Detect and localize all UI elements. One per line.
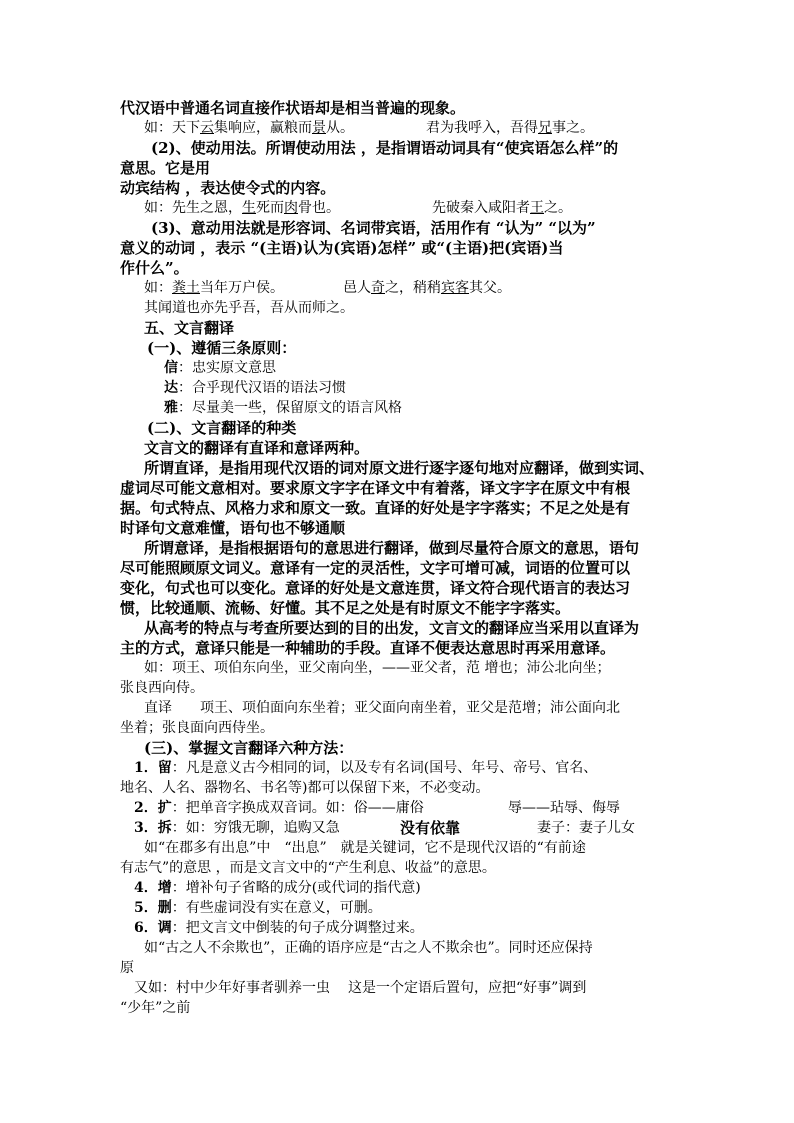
section-heading: (3)、意动用法就是形容词、名词带宾语，活用作有 “认为” “以为”	[151, 219, 596, 237]
paragraph-line: 据。句式特点、风格力求和原文一致。直译的好处是字字落实；不足之处是有	[120, 499, 631, 517]
method-item: 辱——玷辱、侮辱	[508, 800, 620, 816]
paragraph-line: 从高考的特点与考查所要达到的目的出发，文言文的翻译应当采用以直译为	[144, 619, 640, 637]
method-item: 有志气”的意思 ，而是文言文中的“产生利息、收益”的意思。	[120, 860, 496, 876]
paragraph-line: 变化，句式也可以变化。意译的好处是文意连贯，译文符合现代语言的表达习	[120, 579, 631, 597]
paragraph-line: 惯，比较通顺、流畅、好懂。其不足之处是有时原文不能字字落实。	[120, 599, 571, 617]
section-heading: (2)、使动用法。所谓使动用法 ，是指谓语动词具有“使宾语怎么样”的	[151, 139, 619, 157]
paragraph-line: 所谓意译，是指根据语句的意思进行翻译，做到尽量符合原文的意思，语句	[144, 539, 640, 557]
paragraph-line: 主的方式，意译只能是一种辅助的手段。直译不便表达意思时再采用意译。	[120, 639, 616, 657]
paragraph-line: 所谓直译，是指用现代汉语的词对原文进行逐字逐句地对应翻译，做到实词、	[144, 459, 655, 477]
method-item: 没有依靠	[400, 819, 461, 837]
principle-item: 信：忠实原文意思	[164, 360, 276, 376]
paragraph-line: 时译句文意难懂，语句也不够通顺	[120, 519, 346, 537]
paragraph-line: 意思。它是用	[120, 159, 211, 177]
paragraph-line: 尽可能照顾原文词义。意译有一定的灵活性，文字可增可减，词语的位置可以	[120, 559, 631, 577]
method-item: 如“在郡多有出息”中 “出息” 就是关键词，它不是现代汉语的“有前途	[144, 840, 586, 856]
example-line: 君为我呼入，吾得兄事之。	[426, 120, 594, 136]
paragraph-line: 代汉语中普通名词直接作状语却是相当普遍的现象。	[120, 99, 466, 117]
principle-item: 达：合乎现代汉语的语法习惯	[164, 380, 346, 396]
subsection-heading: (一)、遵循三条原则：	[147, 339, 297, 357]
method-item: 4．增：增补句子省略的成分(或代词的指代意)	[134, 880, 421, 896]
example-line: 张良西向侍。	[120, 680, 204, 696]
paragraph-line: 虚词尽可能文意相对。要求原文字字在译文中有着落，译文字字在原文中有根	[120, 479, 631, 497]
method-item: 原	[120, 960, 134, 976]
paragraph-line: 文言文的翻译有直译和意译两种。	[144, 439, 370, 457]
example-line: 如：先生之恩，生死而肉骨也。	[144, 200, 340, 216]
paragraph-line: 意义的动词 ，表示 “(主语)认为(宾语)怎样” 或“(主语)把(宾语)当	[120, 239, 564, 257]
method-item: 妻子：妻子儿女	[537, 820, 635, 836]
paragraph-line: 作什么”。	[120, 259, 189, 277]
example-line: 其闻道也亦先乎吾，吾从而师之。	[144, 300, 354, 316]
example-line: 如：粪土当年万户侯。	[144, 280, 284, 296]
principle-item: 雅：尽量美一些，保留原文的语言风格	[164, 400, 402, 416]
example-line: 如：天下云集响应，赢粮而景从。	[144, 120, 354, 136]
example-line: 坐着；张良面向西侍坐。	[120, 720, 274, 736]
example-line: 先破秦入咸阳者王之。	[432, 200, 572, 216]
subsection-heading: (三)、掌握文言翻译六种方法：	[144, 739, 354, 757]
method-item: 2．扩：把单音字换成双音词。如：俗——庸俗	[134, 800, 424, 816]
method-item: 3．拆：如：穷饿无聊，追购又急	[134, 820, 340, 836]
method-item: 又如：村中少年好事者驯养一虫 这是一个定语后置句，应把“好事”调到	[134, 980, 587, 996]
method-item: 地名、人名、器物名、书名等)都可以保留下来，不必变动。	[120, 780, 490, 796]
example-line: 直译 项王、项伯面向东坐着；亚父面向南坐着，亚父是范增；沛公面向北	[144, 700, 620, 716]
example-line: 如：项王、项伯东向坐，亚父南向坐，——亚父者，范 增也；沛公北向坐；	[144, 660, 611, 676]
method-item: 1．留：凡是意义古今相同的词，以及专有名词(国号、年号、帝号、官名、	[134, 760, 598, 776]
section-heading: 五、文言翻译	[144, 319, 235, 337]
example-line: 邑人奇之，稍稍宾客其父。	[343, 280, 511, 296]
method-item: 5．删：有些虚词没有实在意义，可删。	[134, 900, 382, 916]
subsection-heading: (二)、文言翻译的种类	[147, 419, 297, 437]
method-item: 6．调：把文言文中倒装的句子成分调整过来。	[134, 920, 424, 936]
method-item: “少年”之前	[120, 1000, 191, 1016]
method-item: 如“古之人不余欺也”，正确的语序应是“古之人不欺余也”。同时还应保持	[144, 940, 593, 956]
paragraph-line: 动宾结构 ，表达使令式的内容。	[120, 179, 336, 197]
